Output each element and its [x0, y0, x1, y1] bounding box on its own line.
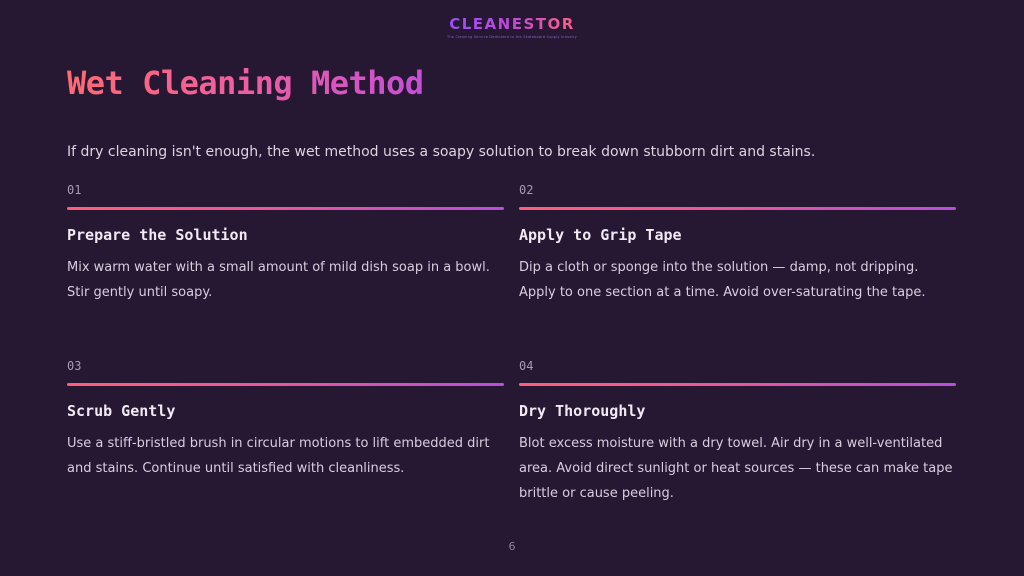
page-number: 6: [508, 540, 516, 553]
step-description: Dip a cloth or sponge into the solution — damp, not dripping. Apply to one section at a time. Avoid over-saturating the tape.: [519, 260, 926, 300]
step-number: 02: [519, 183, 534, 197]
step-accent-bar: [519, 207, 956, 210]
step-accent-bar: [519, 383, 956, 386]
step-number: 01: [67, 183, 82, 197]
step-number: 04: [519, 359, 534, 373]
step-title: Prepare the Solution: [67, 226, 248, 244]
slide-intro: If dry cleaning isn't enough, the wet method uses a soapy solution to break down stubborn dirt and stains.: [67, 144, 816, 160]
brand-header: [0, 14, 1024, 39]
step-accent-bar: [67, 207, 504, 210]
step-title: Apply to Grip Tape: [519, 226, 682, 244]
step-card-2: [519, 183, 956, 305]
brand-tagline: The Cleaning Service Dedicated to the Skateboard Supply Industry: [447, 35, 577, 39]
step-title: Scrub Gently: [67, 402, 176, 420]
step-card-4: [519, 359, 956, 506]
step-accent-bar: [67, 383, 504, 386]
step-number: 03: [67, 359, 82, 373]
step-description: Blot excess moisture with a dry towel. Air dry in a well-ventilated area. Avoid direct sunlight or heat sources — these can make tape brittle or cause peeling.: [519, 436, 953, 501]
step-card-3: [67, 359, 504, 481]
step-description: Use a stiff-bristled brush in circular motions to lift embedded dirt and stains. Continue until satisfied with cleanliness.: [67, 436, 490, 476]
step-description: Mix warm water with a small amount of mild dish soap in a bowl. Stir gently until soapy.: [67, 260, 490, 300]
slide-title: Wet Cleaning Method: [67, 64, 424, 102]
brand-logo: CLEANESTOR: [449, 15, 575, 33]
step-title: Dry Thoroughly: [519, 402, 646, 420]
step-card-1: [67, 183, 504, 305]
